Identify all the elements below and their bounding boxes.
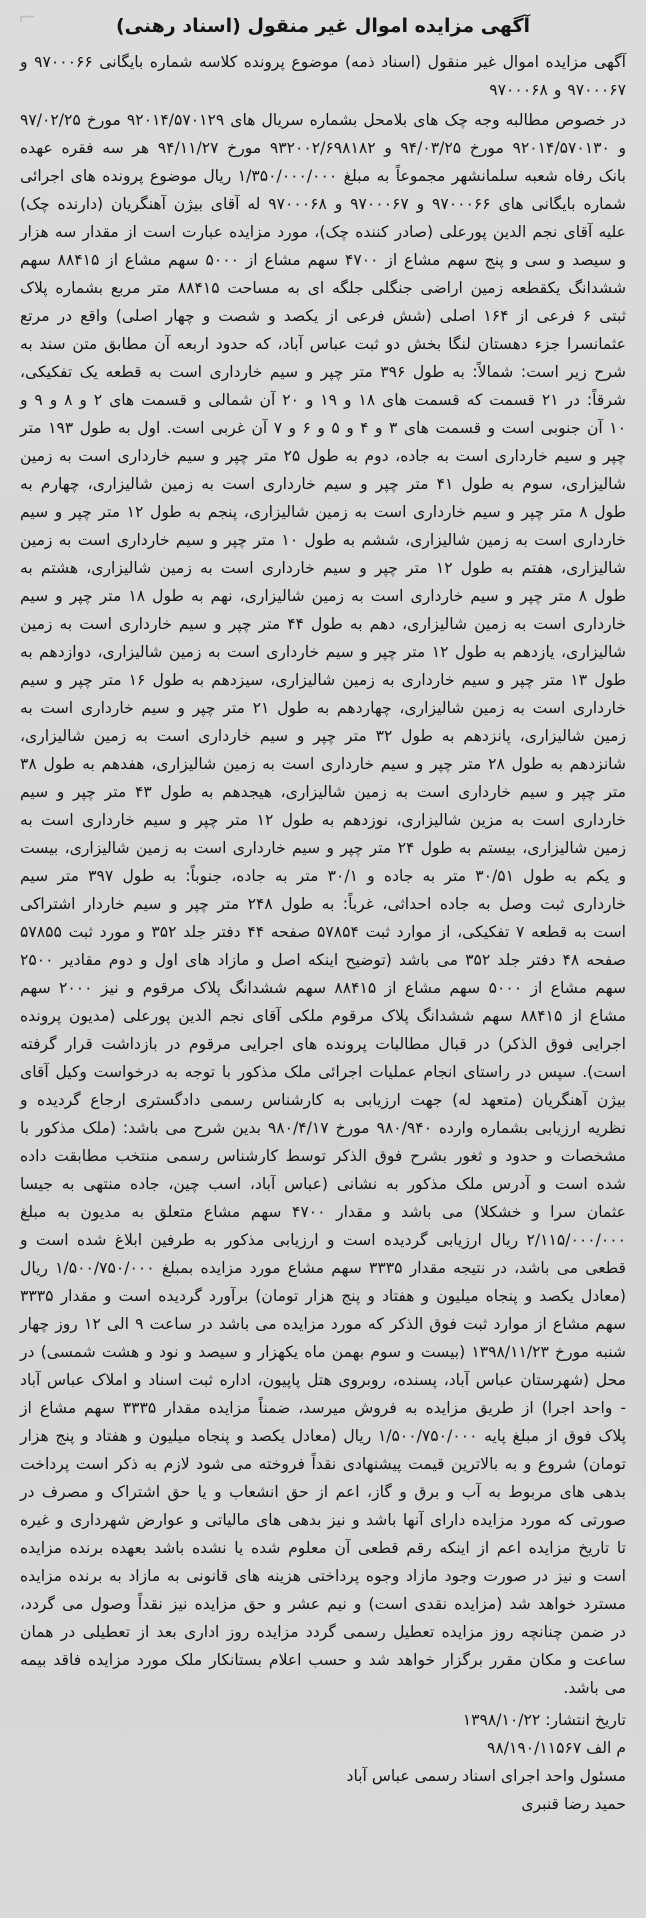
page-corner-mark: ⌐ <box>18 6 37 31</box>
publish-date: تاریخ انتشار: ۱۳۹۸/۱۰/۲۲ <box>462 1711 626 1729</box>
notice-title: آگهی مزایده اموال غیر منقول (اسناد رهنی) <box>115 15 531 37</box>
officer-name: حمید رضا قنبری <box>521 1795 626 1813</box>
reference-number: م الف ۹۸/۱۹۰/۱۱۵۶۷ <box>486 1739 626 1757</box>
notice-intro-paragraph: آگهی مزایده اموال غیر منقول (اسناد ذمه) موضوع پرونده کلاسه شماره بایگانی ۹۷۰۰۰۶۶ و ۹۷۰۰۰۶۷ و ۹۷۰۰۰۶۸ <box>20 53 626 99</box>
issuing-office: مسئول واحد اجرای اسناد رسمی عباس آباد <box>346 1767 626 1785</box>
notice-body <box>20 48 626 1702</box>
notice-main-paragraph: در خصوص مطالبه وجه چک های بلامحل بشماره سریال های ۹۲۰۱۴/۵۷۰۱۲۹ مورخ ۹۷/۰۲/۲۵ و ۹۲۰۱۴/۵۷۰۱۳۰ مورخ ۹۴/۰۳/۲۵ و ۹۳۲۰۰۲/۶۹۸۱۸۲ مورخ ۹۴/۱۱/۲۷ هر سه فقره عهده بانک رفاه شعبه سلمانشهر مجموعاً به مبلغ ۱/۳۵۰/۰۰۰/۰۰۰ ریال موضوع پرونده های اجرائی شماره بایگانی های ۹۷۰۰۰۶۶ و ۹۷۰۰۰۶۷ و ۹۷۰۰۰۶۸ له آقای بیژن آهنگریان (دارنده چک) علیه آقای نجم الدین پورعلی (صادر کننده چک)، مورد مزایده عبارت است از مقدار سه هزار و سیصد و سی و پنج سهم مشاع از ۴۷۰۰ سهم مشاع از ۵۰۰۰ سهم مشاع از ۸۸۴۱۵ سهم ششدانگ یکقطعه زمین اراضی جنگلی جلگه ای به مساحت ۸۸۴۱۵ متر مربع بشماره پلاک ثبتی ۶ فرعی از ۱۶۴ اصلی (شش فرعی از یکصد و شصت و چهار اصلی) واقع در مرتع عثمانسرا جزء دهستان لنگا بخش دو ثبت عباس آباد، که حدود اربعه آن مطابق متن سند به شرح زیر است: شمالاً: به طول ۳۹۶ متر چپر و سیم خارداری است به قطعه یک تفکیکی، شرقاً: در ۲۱ قسمت که قسمت های ۱۸ و ۱۹ و ۲۰ آن شمالی و قسمت های ۲ و ۸ و ۹ و ۱۰ آن جنوبی است و قسمت های ۳ و ۴ و ۵ و ۶ و ۷ آن غربی است. اول به طول ۱۹۳ متر چپر و سیم خارداری است به جاده، دوم به طول ۲۵ متر چپر و سیم خارداری است به زمین شالیزاری، سوم به طول ۴۱ متر چپر و سیم خارداری است به زمین شالیزاری، چهارم به طول ۸ متر چپر و سیم خارداری است به زمین شالیزاری، پنجم به طول ۱۲ متر چپر و سیم خارداری است به زمین شالیزاری، ششم به طول ۱۰ متر چپر و سیم خارداری است به زمین شالیزاری، هفتم به طول ۱۲ متر چپر و سیم خارداری است به زمین شالیزاری، هشتم به طول ۸ متر چپر و سیم خارداری است به زمین شالیزاری، نهم به طول ۱۸ متر چپر و سیم خارداری است به زمین شالیزاری، دهم به طول ۴۴ متر چپر و سیم خارداری است به زمین شالیزاری، یازدهم به طول ۱۲ متر چپر و سیم خارداری است به زمین شالیزاری، دوازدهم به طول ۱۳ متر چپر و سیم خارداری به زمین شالیزاری، سیزدهم به طول ۱۶ متر چپر و سیم خارداری است به زمین شالیزاری، چهاردهم به طول ۲۱ متر چپر و سیم خارداری است به زمین شالیزاری، پانزدهم به طول ۳۲ متر چپر و سیم خارداری است به زمین شالیزاری، شانزدهم به طول ۲۸ متر چپر و سیم خارداری است به زمین شالیزاری، هفدهم به طول ۳۸ متر چپر و سیم خارداری است به زمین شالیزاری، هیجدهم به طول ۴۳ متر چپر و سیم خارداری است به مزین شالیزاری، نوزدهم به طول ۱۲ متر چپر و سیم خارداری است به زمین شالیزاری، بیستم به طول ۲۴ متر چپر و سیم خارداری است به زمین شالیزاری، بیست و یکم به طول ۳۰/۵۱ متر به جاده و ۳۰/۱ متر به جاده، جنوباً: به طول ۳۹۷ متر سیم خارداری ثبت وصل به جاده احداثی، غرباً: به طول ۲۴۸ متر چپر و سیم خاردار اشتراکی است به قطعه ۷ تفکیکی، از موارد ثبت ۵۷۸۵۴ صفحه ۴۴ دفتر جلد ۳۵۲ و مورد ثبت ۵۷۸۵۵ صفحه ۴۸ دفتر جلد ۳۵۲ می باشد (توضیح اینکه اصل و مازاد های اول و دوم مقادیر ۲۵۰۰ سهم مشاع از ۵۰۰۰ سهم مشاع از ۸۸۴۱۵ سهم ششدانگ پلاک مرقوم و نیز ۲۰۰۰ سهم مشاع از ۸۸۴۱۵ سهم ششدانگ پلاک مرقوم ملکی آقای نجم الدین پورعلی (مدیون پرونده اجرایی فوق الذکر) در قبال مطالبات پرونده های اجرایی مرقوم در بازداشت قرار گرفته است). سپس در راستای انجام عملیات اجرائی ملک مذکور با توجه به درخواست وکیل آقای بیژن آهنگریان (متعهد له) جهت ارزیابی به کارشناس رسمی دادگستری ارجاع گردیده و نظریه ارزیابی بشماره وارده ۹۸۰/۹۴۰ مورخ ۹۸۰/۴/۱۷ بدین شرح می باشد: (ملک مذکور با مشخصات و حدود و ثغور بشرح فوق الذکر توسط کارشناس رسمی منتخب مطابقت داده شده است و آدرس ملک مذکور به نشانی (عباس آباد، اسب چین، جاده منتهی به جیسا عثمان سرا و خشکلا) می باشد و مقدار ۴۷۰۰ سهم مشاع متعلق به مدیون به مبلغ ۲/۱۱۵/۰۰۰/۰۰۰ ریال ارزیابی گردیده است و ارزیابی مذکور به طرفین ابلاغ شده است و قطعی می باشد، در نتیجه مقدار ۳۳۳۵ سهم مشاع مورد مزایده بمبلغ ۱/۵۰۰/۷۵۰/۰۰۰ ریال (معادل یکصد و پنجاه میلیون و هفتاد و پنج هزار تومان) برآورد گردیده است و مقدار ۳۳۳۵ سهم مشاع از موارد ثبت فوق الذکر که مورد مزایده می باشد در ساعت ۹ الی ۱۲ روز چهار شنبه مورخ ۱۳۹۸/۱۱/۲۳ (بیست و سوم بهمن ماه یکهزار و سیصد و نود و هشت شمسی) در محل (شهرستان عباس آباد، پسنده، روبروی هتل پاپیون، اداره ثبت اسناد و املاک عباس آباد - واحد اجرا) از طریق مزایده به فروش میرسد، ضمناً مزایده مقدار ۳۳۳۵ سهم مشاع از پلاک فوق از مبلغ پایه ۱/۵۰۰/۷۵۰/۰۰۰ ریال (معادل یکصد و پنجاه میلیون و هفتاد و پنج هزار تومان) شروع و به بالاترین قیمت پیشنهادی نقداً فروخته می شود لازم به ذکر است پرداخت بدهی های مربوط به آب و برق و گاز، اعم از حق انشعاب و یا حق اشتراک و مصرف در صورتی که مورد مزایده دارای آنها باشد و نیز بدهی های مالیاتی و عوارض شهرداری و غیره تا تاریخ مزایده اعم از اینکه رقم قطعی آن معلوم شده یا نشده باشد بعهده برنده مزایده است و نیز در صورت وجود مازاد وجوه پرداختی هزینه های قانونی به مازاد به برنده مزایده مسترد خواهد شد (مزایده نقدی است) و نیم عشر و حق مزایده نیز نقداً وصول می گردد، در ضمن چنانچه روز مزایده تعطیل رسمی گردد مزایده روز اداری بعد از تعطیلی در همان ساعت و مکان مقرر برگزار خواهد شد و حسب اعلام بستانکار ملک مورد مزایده فاقد بیمه می باشد. <box>20 111 627 1697</box>
notice-footer <box>20 1706 626 1818</box>
